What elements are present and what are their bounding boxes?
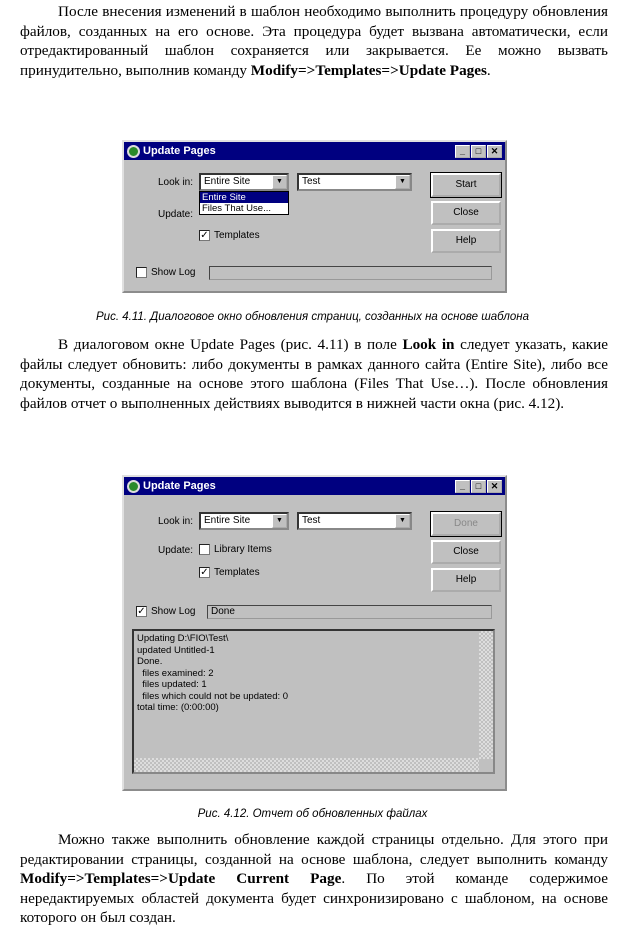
figure-caption-4-11: Рис. 4.11. Диалоговое окно обновления страниц, созданных на основе шаблона [96, 311, 529, 323]
log-output [132, 629, 495, 774]
checkmark-icon: ✓ [200, 230, 209, 241]
look-in-label: Look in: [158, 516, 194, 527]
site-select[interactable] [297, 173, 412, 191]
log-text: Updating D:\FIO\Test\ updated Untitled-1 Done. files examined: 2 files updated: 1 files which could not be updated: 0 total time: (0:00:00) [137, 633, 289, 713]
look-in-dropdown [199, 191, 289, 215]
chevron-down-icon[interactable]: ▼ [272, 514, 287, 528]
maximize-button[interactable]: □ [471, 480, 486, 493]
option-entire-site[interactable]: Entire Site [200, 192, 288, 203]
site-value: Test [302, 515, 321, 526]
look-in-value: Entire Site [204, 176, 251, 187]
templates-checkbox[interactable] [199, 567, 260, 578]
paragraph-1: После внесения изменений в шаблон необходимо выполнить процедуру обновления файлов, созданных на его основе. Эта процедура будет вызвана автоматически, если отредактированный шаблон сохраняется или закрывается. Ее можно вызвать принудительно, выполнив команду Modify=>Templates=>Update Pages. [20, 3, 608, 79]
library-items-checkbox[interactable] [199, 544, 272, 555]
site-select[interactable] [297, 512, 412, 530]
status-field [209, 266, 492, 280]
checkbox-box [199, 544, 210, 555]
templates-checkbox[interactable] [199, 230, 260, 241]
templates-label: Templates [214, 230, 260, 242]
paragraph-2: В диалоговом окне Update Pages (рис. 4.11) в поле Look in следует указать, какие файлы следует обновить: либо документы в рамках данного сайта (Entire Site), либо все документы, созданные на основе этого шаблона (Files That Use…). После обновления файлов отчет о выполненных действиях выводится в нижней части окна (рис. 4.12). [20, 336, 609, 412]
start-button[interactable]: Start [431, 173, 501, 197]
show-log-checkbox[interactable] [136, 267, 195, 278]
help-button[interactable]: Help [431, 568, 501, 592]
paragraph-3: Можно также выполнить обновление каждой страницы отдельно. Для этого при редактировании страницы, созданной на основе шаблона, следует выполнить команду Modify=>Templates=>Update Current Page. По этой команде содержимое нередактируемых областей документа будет синхронизировано с шаблоном, на основе которого он был создан. [20, 831, 608, 927]
minimize-button[interactable]: _ [455, 480, 470, 493]
look-in-label: Look in: [158, 177, 194, 188]
app-icon [127, 480, 140, 493]
update-pages-dialog-1 [122, 140, 507, 293]
site-value: Test [302, 176, 321, 187]
look-in-select[interactable] [199, 173, 289, 191]
title-bar [124, 142, 505, 160]
close-button[interactable]: Close [431, 540, 501, 564]
checkmark-icon: ✓ [137, 606, 146, 617]
checkmark-icon: ✓ [200, 567, 209, 578]
look-in-value: Entire Site [204, 515, 251, 526]
update-label: Update: [158, 209, 194, 220]
show-log-label: Show Log [151, 606, 196, 618]
dialog-title: Update Pages [143, 480, 216, 492]
option-files-that-use[interactable]: Files That Use... [202, 203, 271, 214]
close-button[interactable]: Close [431, 201, 501, 225]
done-button[interactable]: Done [431, 512, 501, 536]
library-items-label: Library Items [214, 544, 272, 556]
show-log-checkbox[interactable] [136, 606, 195, 617]
status-field: Done [207, 605, 492, 619]
checkbox-box [136, 267, 147, 278]
update-label: Update: [158, 545, 194, 556]
vertical-scrollbar[interactable] [479, 631, 493, 759]
chevron-down-icon[interactable]: ▼ [395, 175, 410, 189]
figure-caption-4-12: Рис. 4.12. Отчет об обновленных файлах [197, 808, 428, 820]
show-log-label: Show Log [151, 267, 196, 279]
help-button[interactable]: Help [431, 229, 501, 253]
update-pages-dialog-2 [122, 475, 507, 791]
minimize-button[interactable]: _ [455, 145, 470, 158]
look-in-select[interactable] [199, 512, 289, 530]
chevron-down-icon[interactable]: ▼ [272, 175, 287, 189]
app-icon [127, 145, 140, 158]
chevron-down-icon[interactable]: ▼ [395, 514, 410, 528]
close-icon[interactable]: ✕ [487, 480, 502, 493]
maximize-button[interactable]: □ [471, 145, 486, 158]
dialog-title: Update Pages [143, 145, 216, 157]
horizontal-scrollbar[interactable] [134, 758, 479, 772]
close-icon[interactable]: ✕ [487, 145, 502, 158]
templates-label: Templates [214, 567, 260, 579]
title-bar [124, 477, 505, 495]
